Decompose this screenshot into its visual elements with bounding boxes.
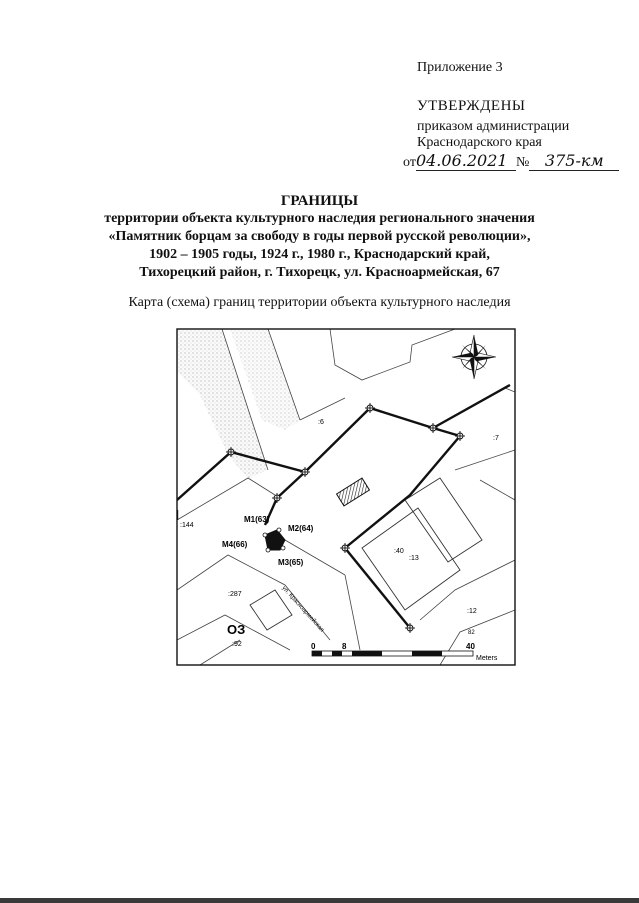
parcel-label-40: :40 — [394, 548, 404, 555]
point-label-m2: М2(64) — [288, 524, 314, 533]
street-label: ул. Красноармейская — [280, 585, 325, 634]
parcel-label-13: :13 — [409, 555, 419, 562]
parcel-label-287: :287 — [228, 591, 242, 598]
parcel-label-92: :92 — [232, 641, 242, 648]
title-line-4: Тихорецкий район, г. Тихорецк, ул. Красноармейская, 67 — [139, 265, 500, 280]
page-bottom-edge — [0, 898, 639, 903]
parcel-label-144: :144 — [180, 522, 194, 529]
scale-tick-40: 40 — [466, 642, 475, 651]
title-line-3: 1902 – 1905 годы, 1924 г., 1980 г., Краснодарский край, — [149, 247, 490, 262]
parcel-label-82: 82 — [468, 630, 475, 636]
zone-label: ОЗ — [227, 622, 246, 637]
point-label-m4: М4(66) — [222, 540, 248, 549]
scale-unit: Meters — [476, 655, 498, 662]
point-label-m3: М3(65) — [278, 558, 304, 567]
map-subtitle: Карта (схема) границ территории объекта культурного наследия — [128, 295, 511, 310]
appendix-label: Приложение 3 — [417, 60, 503, 75]
monument-hatched-icon — [337, 478, 370, 506]
approved-label: УТВЕРЖДЕНЫ — [417, 98, 526, 114]
document-heading: ГРАНИЦЫ — [280, 193, 359, 209]
parcel-label-6: :6 — [318, 419, 324, 426]
order-no-prefix: № — [515, 155, 530, 170]
point-label-m1: М1(63) — [244, 515, 270, 524]
title-line-1: территории объекта культурного наследия регионального значения — [104, 211, 535, 226]
order-line-2: Краснодарского края — [417, 135, 542, 150]
order-number: 375-км — [529, 151, 619, 171]
order-line-1: приказом администрации — [417, 119, 570, 134]
scale-tick-0: 0 — [311, 642, 316, 651]
buildings — [250, 478, 482, 630]
scale-tick-8: 8 — [342, 642, 347, 651]
scale-bar — [312, 651, 473, 656]
compass-rose-icon — [452, 335, 496, 379]
title-line-2: «Памятник борцам за свободу в годы первой русской революции», — [108, 229, 531, 244]
parcel-label-7: :7 — [493, 435, 499, 442]
order-from-prefix: от — [403, 155, 416, 170]
order-date: 04.06.2021 — [416, 151, 516, 171]
parcel-label-12: :12 — [467, 608, 477, 615]
